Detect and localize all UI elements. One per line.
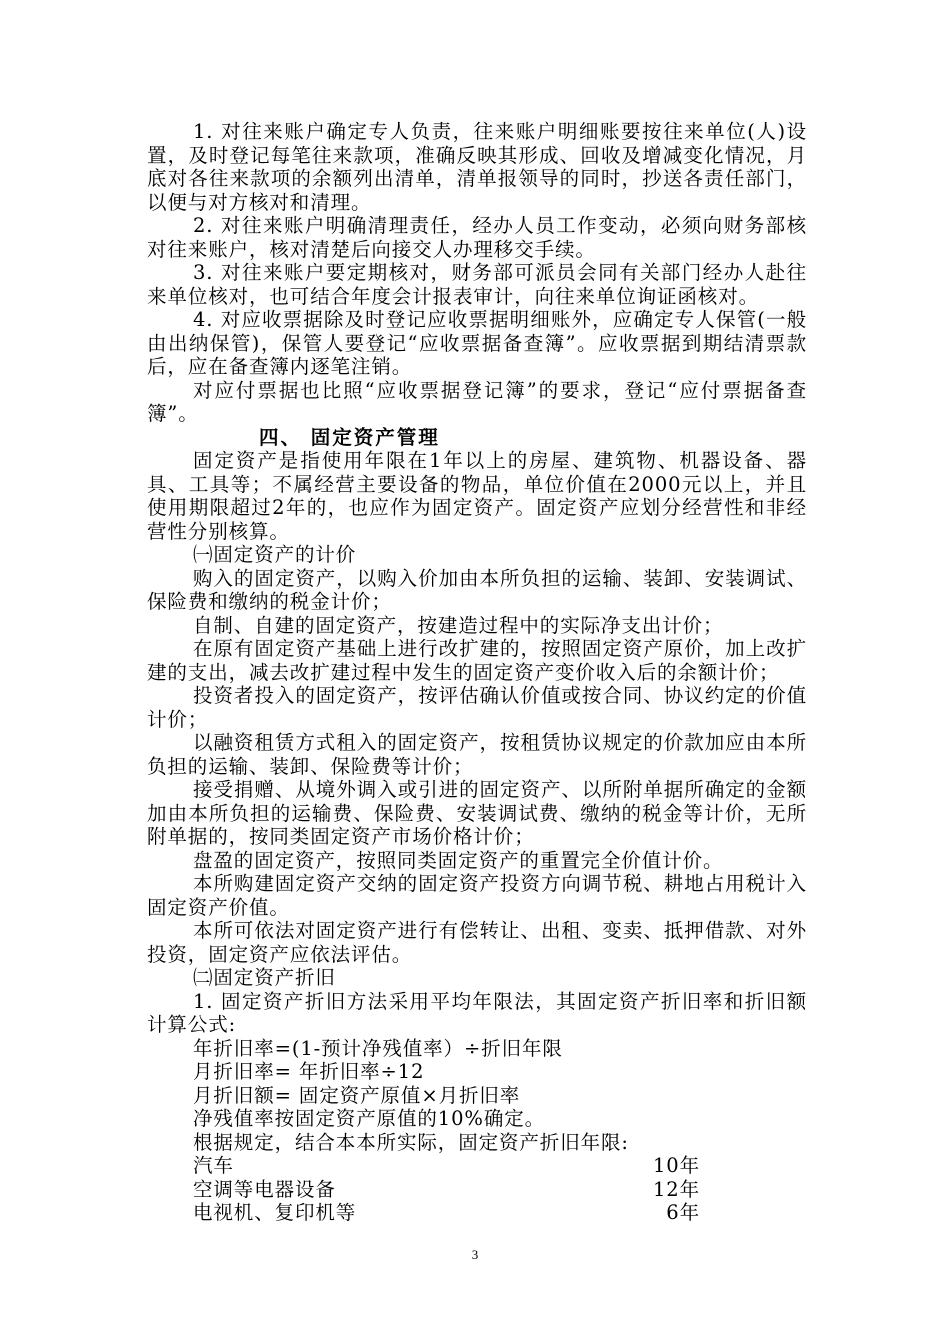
subheading-depreciation: ㈡固定资产折旧: [193, 966, 336, 989]
life-years: 12年: [652, 1177, 700, 1201]
paragraph-tax: 本所购建固定资产交纳的固定资产投资方向调节税、耕地占用税计入固定资产价值。: [147, 872, 807, 919]
paragraph-5: 对应付票据也比照“应收票据登记簿”的要求，登记“应付票据备查簿”。: [147, 378, 807, 425]
body-text: [147, 120, 807, 1225]
life-row: [147, 1201, 807, 1225]
paragraph-donation: 接受捐赠、从境外调入或引进的固定资产、以所附单据所确定的金额加由本所负担的运输费、保险费、安装调试费、缴纳的税金等计价，无所附单据的，按同类固定资产市场价格计价；: [147, 778, 807, 848]
formula-monthly-rate: 月折旧率= 年折旧率÷12: [193, 1060, 425, 1083]
paragraph-method: 1. 固定资产折旧方法采用平均年限法，其固定资产折旧率和折旧额计算公式:: [147, 989, 807, 1036]
paragraph-2: 2. 对往来账户明确清理责任，经办人员工作变动，必须向财务部核对往来账户，核对清楚后向接交人办理移交手续。: [147, 214, 807, 261]
life-years: 6年: [666, 1201, 700, 1224]
paragraph-expansion: 在原有固定资产基础上进行改扩建的，按照固定资产原价，加上改扩建的支出，减去改扩建过程中发生的固定资产变价收入后的余额计价；: [147, 637, 807, 684]
paragraph-investment: 投资者投入的固定资产，按评估确认价值或按合同、协议约定的价值计价；: [147, 684, 807, 731]
paragraph-life-intro: 根据规定，结合本本所实际，固定资产折旧年限:: [193, 1130, 629, 1154]
paragraph-disposal: 本所可依法对固定资产进行有偿转让、出租、变卖、抵押借款、对外投资，固定资产应依法评估。: [147, 919, 807, 966]
paragraph-3: 3. 对往来账户要定期核对，财务部可派员会同有关部门经办人赴往来单位核对，也可结合年度会计报表审计，向往来单位询证函核对。: [147, 261, 807, 308]
life-item: 汽车: [193, 1154, 234, 1177]
life-item: 电视机、复印机等: [193, 1201, 357, 1224]
paragraph-residual: 净残值率按固定资产原值的10%确定。: [193, 1107, 546, 1130]
formula-annual-rate: 年折旧率=(1-预计净残值率）÷折旧年限: [193, 1036, 563, 1060]
paragraph-definition: 固定资产是指使用年限在1年以上的房屋、建筑物、机器设备、器具、工具等；不属经营主要设备的物品，单位价值在2000元以上，并且使用期限超过2年的，也应作为固定资产。固定资产应划分经营性和非经营性分别核算。: [147, 449, 807, 543]
paragraph-lease: 以融资租赁方式租入的固定资产，按租赁协议规定的价款加应由本所负担的运输、装卸、保险费等计价；: [147, 731, 807, 778]
paragraph-self-built: 自制、自建的固定资产，按建造过程中的实际净支出计价；: [193, 613, 724, 637]
life-item: 空调等电器设备: [193, 1177, 336, 1201]
section-heading: 四、 固定资产管理: [259, 425, 440, 449]
paragraph-4: 4. 对应收票据除及时登记应收票据明细账外，应确定专人保管(一般由出纳保管)，保管人要登记“应收票据备查簿”。应收票据到期结清票款后，应在备查簿内逐笔注销。: [147, 308, 807, 378]
life-years: 10年: [652, 1154, 700, 1177]
page-number: 3: [471, 1247, 479, 1262]
formula-monthly-amount: 月折旧额= 固定资产原值×月折旧率: [193, 1083, 521, 1107]
life-row: [147, 1154, 807, 1178]
paragraph-purchase: 购入的固定资产，以购入价加由本所负担的运输、装卸、安装调试、保险费和缴纳的税金计价；: [147, 566, 807, 613]
paragraph-surplus: 盘盈的固定资产，按照同类固定资产的重置完全价值计价。: [193, 848, 724, 872]
life-row: [147, 1178, 807, 1202]
paragraph-1: 1. 对往来账户确定专人负责，往来账户明细账要按往来单位(人)设置，及时登记每笔往来款项，准确反映其形成、回收及增减变化情况，月底对各往来款项的余额列出清单，清单报领导的同时，抄送各责任部门，以便与对方核对和清理。: [147, 120, 807, 214]
subheading-valuation: ㈠固定资产的计价: [193, 543, 357, 566]
